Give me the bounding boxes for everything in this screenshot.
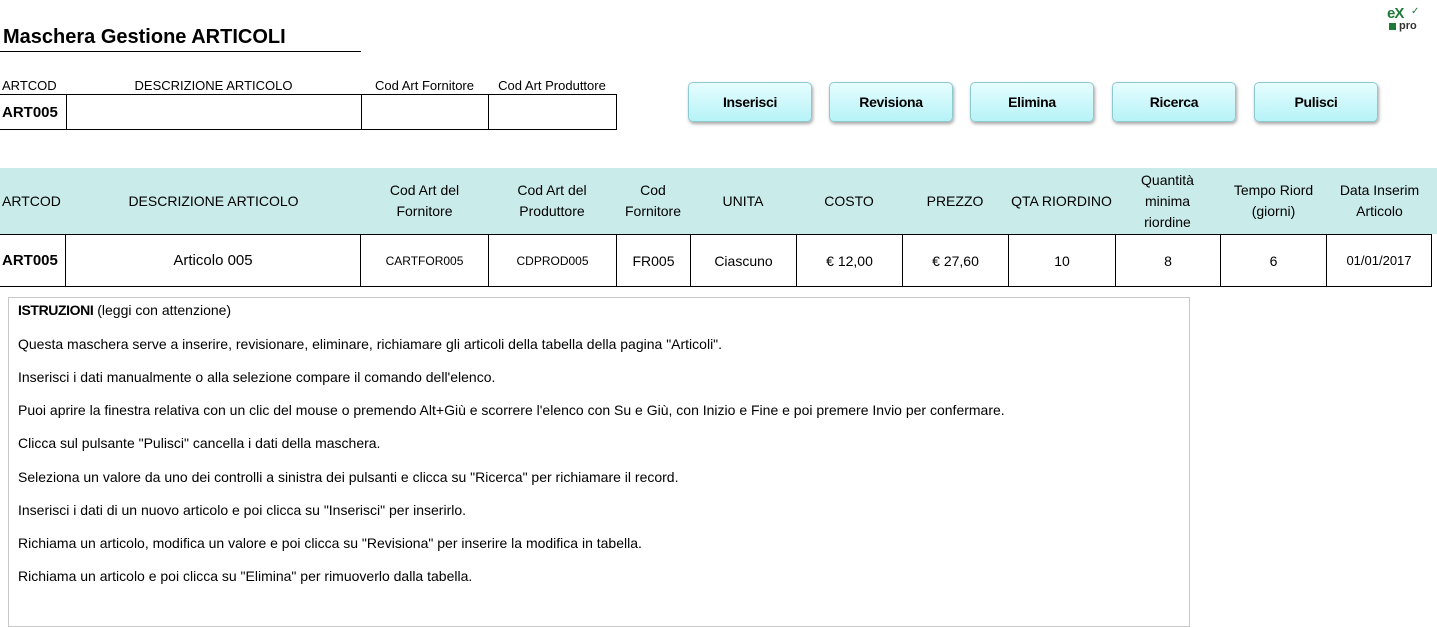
header-prezzo: PREZZO bbox=[926, 192, 984, 209]
header-cod-art-fornitore: Cod Art del Fornitore bbox=[389, 182, 460, 219]
column-divider bbox=[1431, 234, 1432, 287]
header-qta-riordino: QTA RIORDINO bbox=[1011, 192, 1112, 209]
instruction-line: Puoi aprire la finestra relativa con un clic del mouse o premendo Alt+Giù e scorrere l'elenco con Su e Giù, con Inizio e Fine e poi premere Invio per confermare. bbox=[18, 402, 1005, 418]
cell-descrizione: Articolo 005 bbox=[173, 252, 253, 269]
instructions-heading-note: (leggi con attenzione) bbox=[97, 302, 232, 318]
instruction-line: Seleziona un valore da uno dei controlli a sinistra dei pulsanti e clicca su "Ricerca" per richiamare il record. bbox=[18, 469, 679, 485]
header-artcod: ARTCOD bbox=[2, 192, 61, 209]
cell-unita: Ciascuno bbox=[714, 252, 773, 269]
label-cod-produttore: Cod Art Produttore bbox=[498, 78, 606, 93]
instructions-heading: ISTRUZIONI bbox=[18, 302, 94, 318]
cell-cod-art-fornitore: CARTFOR005 bbox=[385, 253, 464, 268]
cell-cod-art-produttore: CDPROD005 bbox=[516, 253, 589, 268]
descrizione-field-box bbox=[66, 94, 362, 130]
header-unita: UNITA bbox=[722, 192, 764, 209]
label-descrizione: DESCRIZIONE ARTICOLO bbox=[134, 78, 293, 93]
cell-costo: € 12,00 bbox=[826, 252, 873, 269]
header-data-inserim: Data Inserim Articolo bbox=[1339, 182, 1420, 219]
revisiona-button[interactable]: Revisiona bbox=[829, 82, 953, 122]
instructions-heading-line bbox=[18, 302, 231, 318]
cell-prezzo: € 27,60 bbox=[932, 252, 979, 269]
header-cod-art-produttore: Cod Art del Produttore bbox=[517, 182, 587, 219]
cell-cod-fornitore: FR005 bbox=[632, 252, 675, 269]
pulisci-button[interactable]: Pulisci bbox=[1254, 82, 1378, 122]
elimina-button[interactable]: Elimina bbox=[970, 82, 1094, 122]
instruction-line: Richiama un articolo e poi clicca su "Elimina" per rimuoverlo dalla tabella. bbox=[18, 568, 473, 584]
inserisci-button[interactable]: Inserisci bbox=[688, 82, 812, 122]
descrizione-field[interactable] bbox=[67, 95, 361, 129]
logo-check-icon: ✓ bbox=[1411, 6, 1420, 17]
label-artcod: ARTCOD bbox=[2, 78, 57, 93]
cell-artcod: ART005 bbox=[2, 252, 58, 269]
cell-tempo-riord: 6 bbox=[1269, 252, 1278, 269]
header-costo: COSTO bbox=[824, 192, 874, 209]
instruction-line: Richiama un articolo, modifica un valore e poi clicca su "Revisiona" per inserire la modifica in tabella. bbox=[18, 535, 642, 551]
cod-fornitore-field-box bbox=[361, 94, 489, 130]
cod-produttore-field[interactable] bbox=[489, 95, 616, 129]
expro-logo bbox=[1385, 5, 1425, 35]
cod-produttore-field-box bbox=[488, 94, 617, 130]
cod-fornitore-field[interactable] bbox=[362, 95, 488, 129]
header-descrizione: DESCRIZIONE ARTICOLO bbox=[128, 192, 299, 209]
instruction-line: Inserisci i dati di un nuovo articolo e poi clicca su "Inserisci" per inserirlo. bbox=[18, 502, 467, 518]
artcod-field-box bbox=[0, 94, 67, 130]
cell-quantita-minima: 8 bbox=[1164, 252, 1172, 269]
cell-qta-riordino: 10 bbox=[1054, 252, 1070, 269]
artcod-field[interactable] bbox=[0, 95, 66, 129]
label-cod-fornitore: Cod Art Fornitore bbox=[375, 78, 474, 93]
logo-text-bottom: pro bbox=[1399, 20, 1417, 32]
header-cod-fornitore: Cod Fornitore bbox=[624, 182, 682, 219]
instruction-line: Inserisci i dati manualmente o alla selezione compare il comando dell'elenco. bbox=[18, 369, 496, 385]
header-quantita-minima: Quantità minima riordine bbox=[1141, 171, 1194, 230]
logo-square-icon bbox=[1389, 23, 1396, 30]
title-underline bbox=[0, 51, 361, 52]
ricerca-button[interactable]: Ricerca bbox=[1112, 82, 1236, 122]
cell-data-inserim: 01/01/2017 bbox=[1346, 253, 1412, 268]
header-tempo-riord: Tempo Riord (giorni) bbox=[1233, 182, 1314, 219]
instruction-line: Clicca sul pulsante "Pulisci" cancella i dati della maschera. bbox=[18, 435, 381, 451]
instruction-line: Questa maschera serve a inserire, revisionare, eliminare, richiamare gli articoli della tabella della pagina "Articoli". bbox=[18, 336, 723, 352]
logo-text-top: eX bbox=[1387, 5, 1404, 22]
page-title: Maschera Gestione ARTICOLI bbox=[3, 26, 286, 48]
